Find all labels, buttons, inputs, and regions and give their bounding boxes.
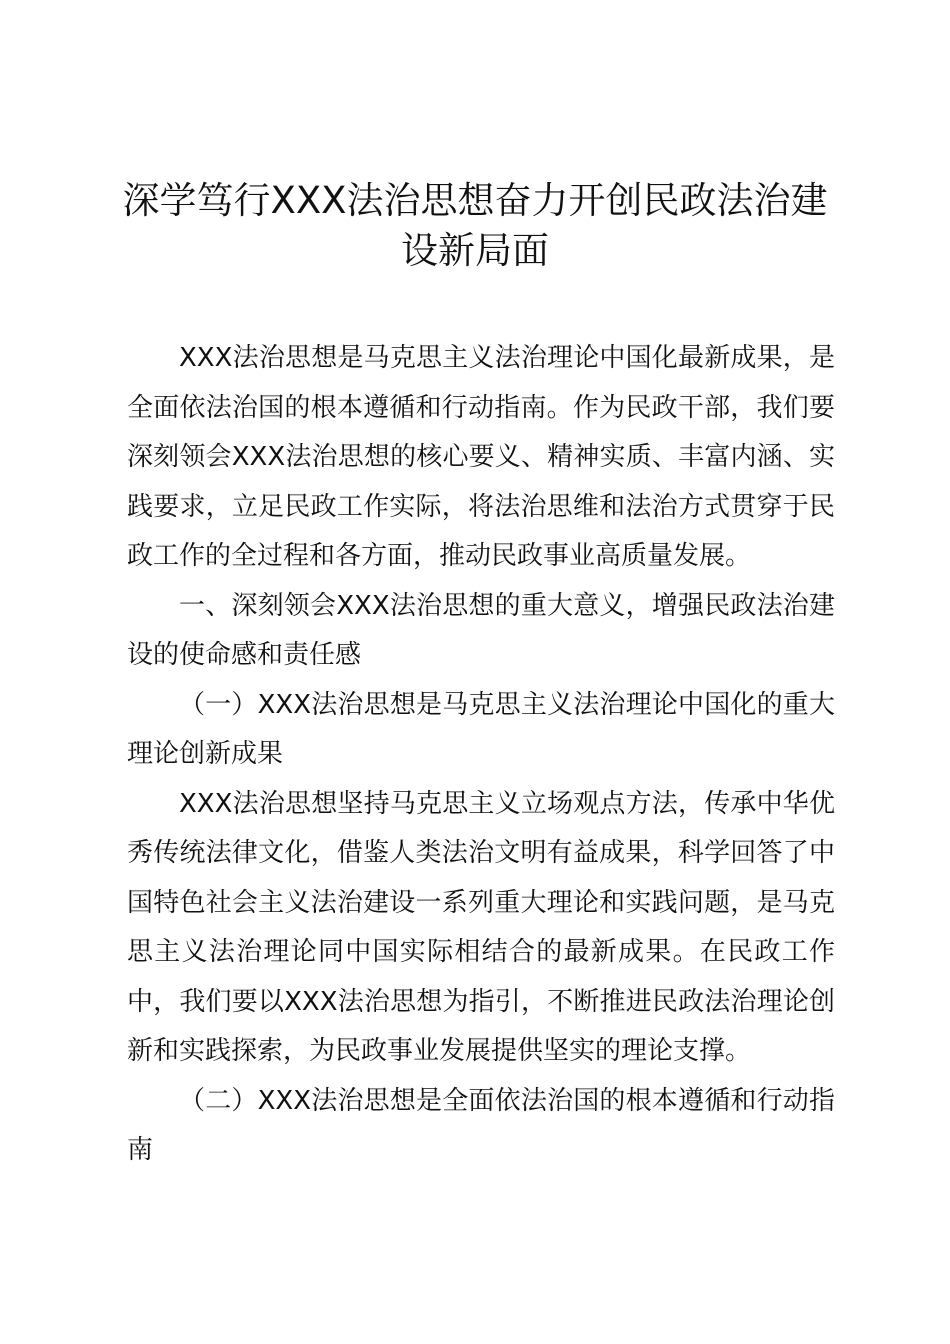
- body-paragraph: XXX法治思想坚持马克思主义立场观点方法，传承中华优秀传统法律文化，借鉴人类法治文明有益成果，科学回答了中国特色社会主义法治建设一系列重大理论和实践问题，是马克思主义法治理论同中国实际相结合的最新成果。在民政工作中，我们要以XXX法治思想为指引，不断推进民政法治理论创新和实践探索，为民政事业发展提供坚实的理论支撑。: [127, 788, 835, 1066]
- document-body: [127, 334, 835, 1176]
- subsection-heading-2: （二）XXX法治思想是全面依法治国的根本遵循和行动指南: [127, 1085, 835, 1165]
- document-title: 深学笃行XXX法治思想奋力开创民政法治建设新局面: [122, 179, 828, 272]
- section-heading-1: 一、深刻领会XXX法治思想的重大意义，增强民政法治建设的使命感和责任感: [127, 590, 835, 670]
- intro-paragraph: XXX法治思想是马克思主义法治理论中国化最新成果，是全面依法治国的根本遵循和行动指南。作为民政干部，我们要深刻领会XXX法治思想的核心要义、精神实质、丰富内涵、实践要求，立足民政工作实际，将法治思维和法治方式贯穿于民政工作的全过程和各方面，推动民政事业高质量发展。: [127, 343, 835, 571]
- subsection-heading-1: （一）XXX法治思想是马克思主义法治理论中国化的重大理论创新成果: [127, 689, 835, 769]
